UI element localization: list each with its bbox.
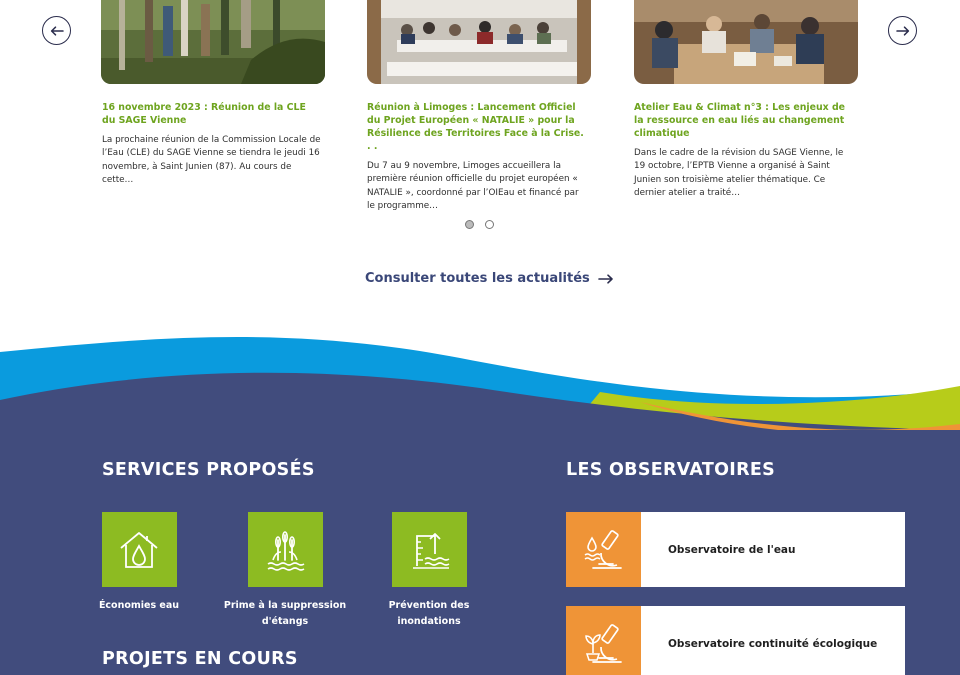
news-card-title[interactable]: Atelier Eau & Climat n°3 : Les enjeux de la ressource en eau liés au changement climatique: [634, 102, 846, 139]
reeds-water-icon: [261, 526, 309, 574]
observatory-ecological-continuity[interactable]: [566, 606, 905, 675]
all-news-label: Consulter toutes les actualités: [365, 271, 590, 286]
house-water-drop-icon: [115, 526, 163, 574]
pagination-dot[interactable]: [465, 220, 474, 229]
projects-title: PROJETS EN COURS: [102, 649, 298, 669]
observatory-tile: [566, 512, 641, 587]
microscope-plant-icon: [579, 619, 629, 669]
service-flood-prevention[interactable]: [359, 512, 499, 630]
service-label: Prévention des inondations: [388, 600, 470, 627]
news-card-excerpt: Du 7 au 9 novembre, Limoges accueillera la première réunion officielle du projet européen « NATALIE », coordonné par l’OIEau et financé par le programme…: [367, 161, 579, 211]
carousel-prev-button[interactable]: [42, 16, 71, 45]
observatories-title: LES OBSERVATOIRES: [566, 460, 776, 480]
observatory-label[interactable]: Observatoire de l'eau: [668, 543, 796, 556]
news-photo-workshop[interactable]: [634, 0, 858, 84]
service-pond-removal[interactable]: [215, 512, 355, 630]
carousel-next-button[interactable]: [888, 16, 917, 45]
news-card-excerpt: Dans le cadre de la révision du SAGE Vienne, le 19 octobre, l’EPTB Vienne a organisé à Saint Junien son troisième atelier thématique. Ce dernier atelier a traité…: [634, 148, 844, 198]
carousel-pagination: [465, 220, 494, 229]
service-label: Économies eau: [98, 600, 180, 611]
pagination-dot[interactable]: [485, 220, 494, 229]
observatory-label[interactable]: Observatoire continuité écologique: [668, 637, 878, 650]
news-card[interactable]: [367, 0, 591, 213]
arrow-left-icon: [50, 26, 64, 36]
service-tile[interactable]: [392, 512, 467, 587]
service-tile[interactable]: [102, 512, 177, 587]
news-carousel: [0, 0, 960, 240]
news-card-title[interactable]: Réunion à Limoges : Lancement Officiel du Projet Européen « NATALIE » pour la Résilience des Territoires Face à la Crise. . .: [367, 102, 584, 152]
news-photo-forest[interactable]: [101, 0, 325, 84]
flood-level-icon: [405, 526, 453, 574]
service-water-savings[interactable]: [69, 512, 209, 614]
decorative-waves: [0, 330, 960, 440]
news-card-excerpt: La prochaine réunion de la Commission Locale de l’Eau (CLE) du SAGE Vienne se tiendra le jeudi 16 novembre, à Saint Junien (87). Au cours de cette…: [102, 135, 321, 185]
observatory-water[interactable]: [566, 512, 905, 587]
news-card[interactable]: [101, 0, 325, 187]
services-title: SERVICES PROPOSÉS: [102, 460, 315, 480]
service-tile[interactable]: [248, 512, 323, 587]
news-card[interactable]: [634, 0, 858, 200]
all-news-link[interactable]: [365, 271, 614, 286]
service-label: Prime à la suppression d'étangs: [223, 600, 347, 627]
news-card-title[interactable]: 16 novembre 2023 : Réunion de la CLE du SAGE Vienne: [102, 102, 306, 126]
arrow-right-icon: [598, 274, 614, 284]
microscope-drop-icon: [579, 525, 629, 575]
news-photo-meeting-room[interactable]: [367, 0, 591, 84]
observatory-tile: [566, 606, 641, 675]
arrow-right-icon: [896, 26, 910, 36]
